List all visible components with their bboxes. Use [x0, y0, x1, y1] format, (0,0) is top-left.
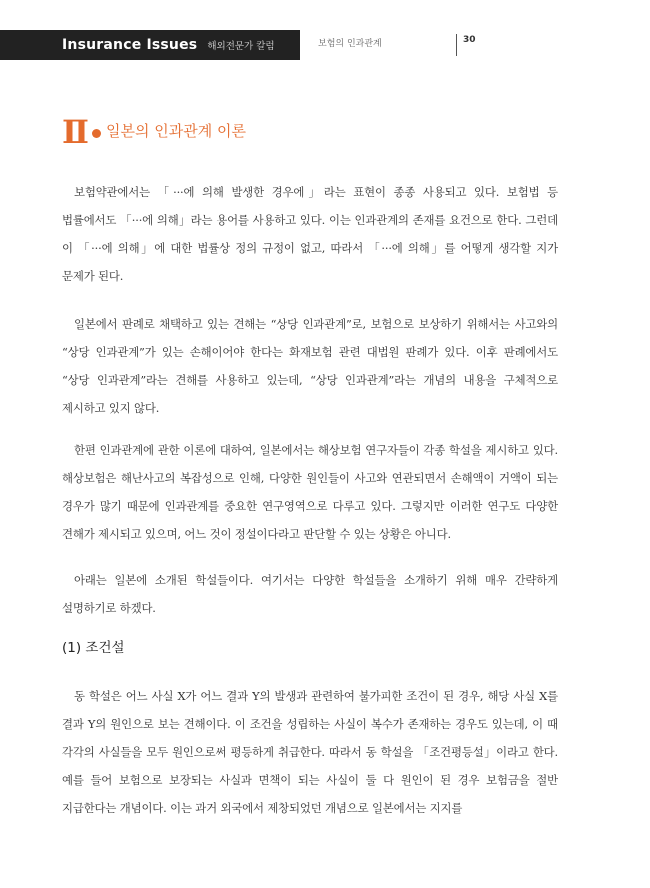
publication-title: Insurance Issues [62, 37, 198, 53]
header-band [0, 30, 300, 60]
body-paragraph: 동 학설은 어느 사실 X가 어느 결과 Y의 발생과 관련하여 불가피한 조건이 된 경우, 해당 사실 X를 결과 Y의 원인으로 보는 견해이다. 이 조건을 성립하는 사실이 복수가 존재하는 경우도 있는데, 이 때 각각의 사실들을 모두 원인으로써 평등하게 취급한다. 따라서 동 학설을 「조건평등설」이라고 한다. 예를 들어 보험으로 보장되는 사실과 면책이 되는 사실이 둘 다 원인이 된 경우 보험금을 절반 지급한다는 개념이다. 이는 과거 외국에서 제창되었던 개념으로 일본에서는 지지를 [62, 689, 558, 815]
body-paragraph: 보험약관에서는 「···에 의해 발생한 경우에」라는 표현이 종종 사용되고 있다. 보험법 등 법률에서도 「···에 의해」라는 용어를 사용하고 있다. 이는 인과관계의 존재를 요건으로 한다. 그런데 이 「···에 의해」에 대한 법률상 정의 규정이 없고, 따라서 「···에 의해」를 어떻게 생각할 지가 문제가 된다. [62, 185, 558, 283]
body-paragraph: 일본에서 판례로 채택하고 있는 견해는 “상당 인과관계”로, 보험으로 보상하기 위해서는 사고와의 “상당 인과관계”가 있는 손해이어야 한다는 화재보험 관련 대법원 판례가 있다. 이후 판례에서도 “상당 인과관계”라는 견해를 사용하고 있는데, “상당 인과관계”라는 개념의 내용을 구체적으로 제시하고 있지 않다. [62, 317, 558, 415]
column-label: 해외전문가 칼럼 [207, 41, 275, 52]
bullet-dot-icon [92, 129, 101, 138]
page-number: 30 [463, 35, 476, 45]
header-divider [456, 34, 457, 56]
running-title: 보험의 인과관계 [318, 39, 382, 49]
section-title: 일본의 인과관계 이론 [106, 122, 246, 140]
subsection-heading: (1) 조건설 [62, 640, 125, 656]
body-paragraph: 한편 인과관계에 관한 이론에 대하여, 일본에서는 해상보험 연구자들이 각종 학설을 제시하고 있다. 해상보험은 해난사고의 복잡성으로 인해, 다양한 원인들이 사고와 연관되면서 손해액이 거액이 되는 경우가 많기 때문에 인과관계를 중요한 연구영역으로 다루고 있다. 그렇지만 이러한 연구도 다양한 견해가 제시되고 있으며, 어느 것이 정설이다라고 판단할 수 있는 상황은 아니다. [62, 443, 558, 541]
body-paragraph: 아래는 일본에 소개된 학설들이다. 여기서는 다양한 학설들을 소개하기 위해 매우 간략하게 설명하기로 하겠다. [62, 573, 558, 615]
section-numeral: Ⅱ [62, 113, 89, 151]
